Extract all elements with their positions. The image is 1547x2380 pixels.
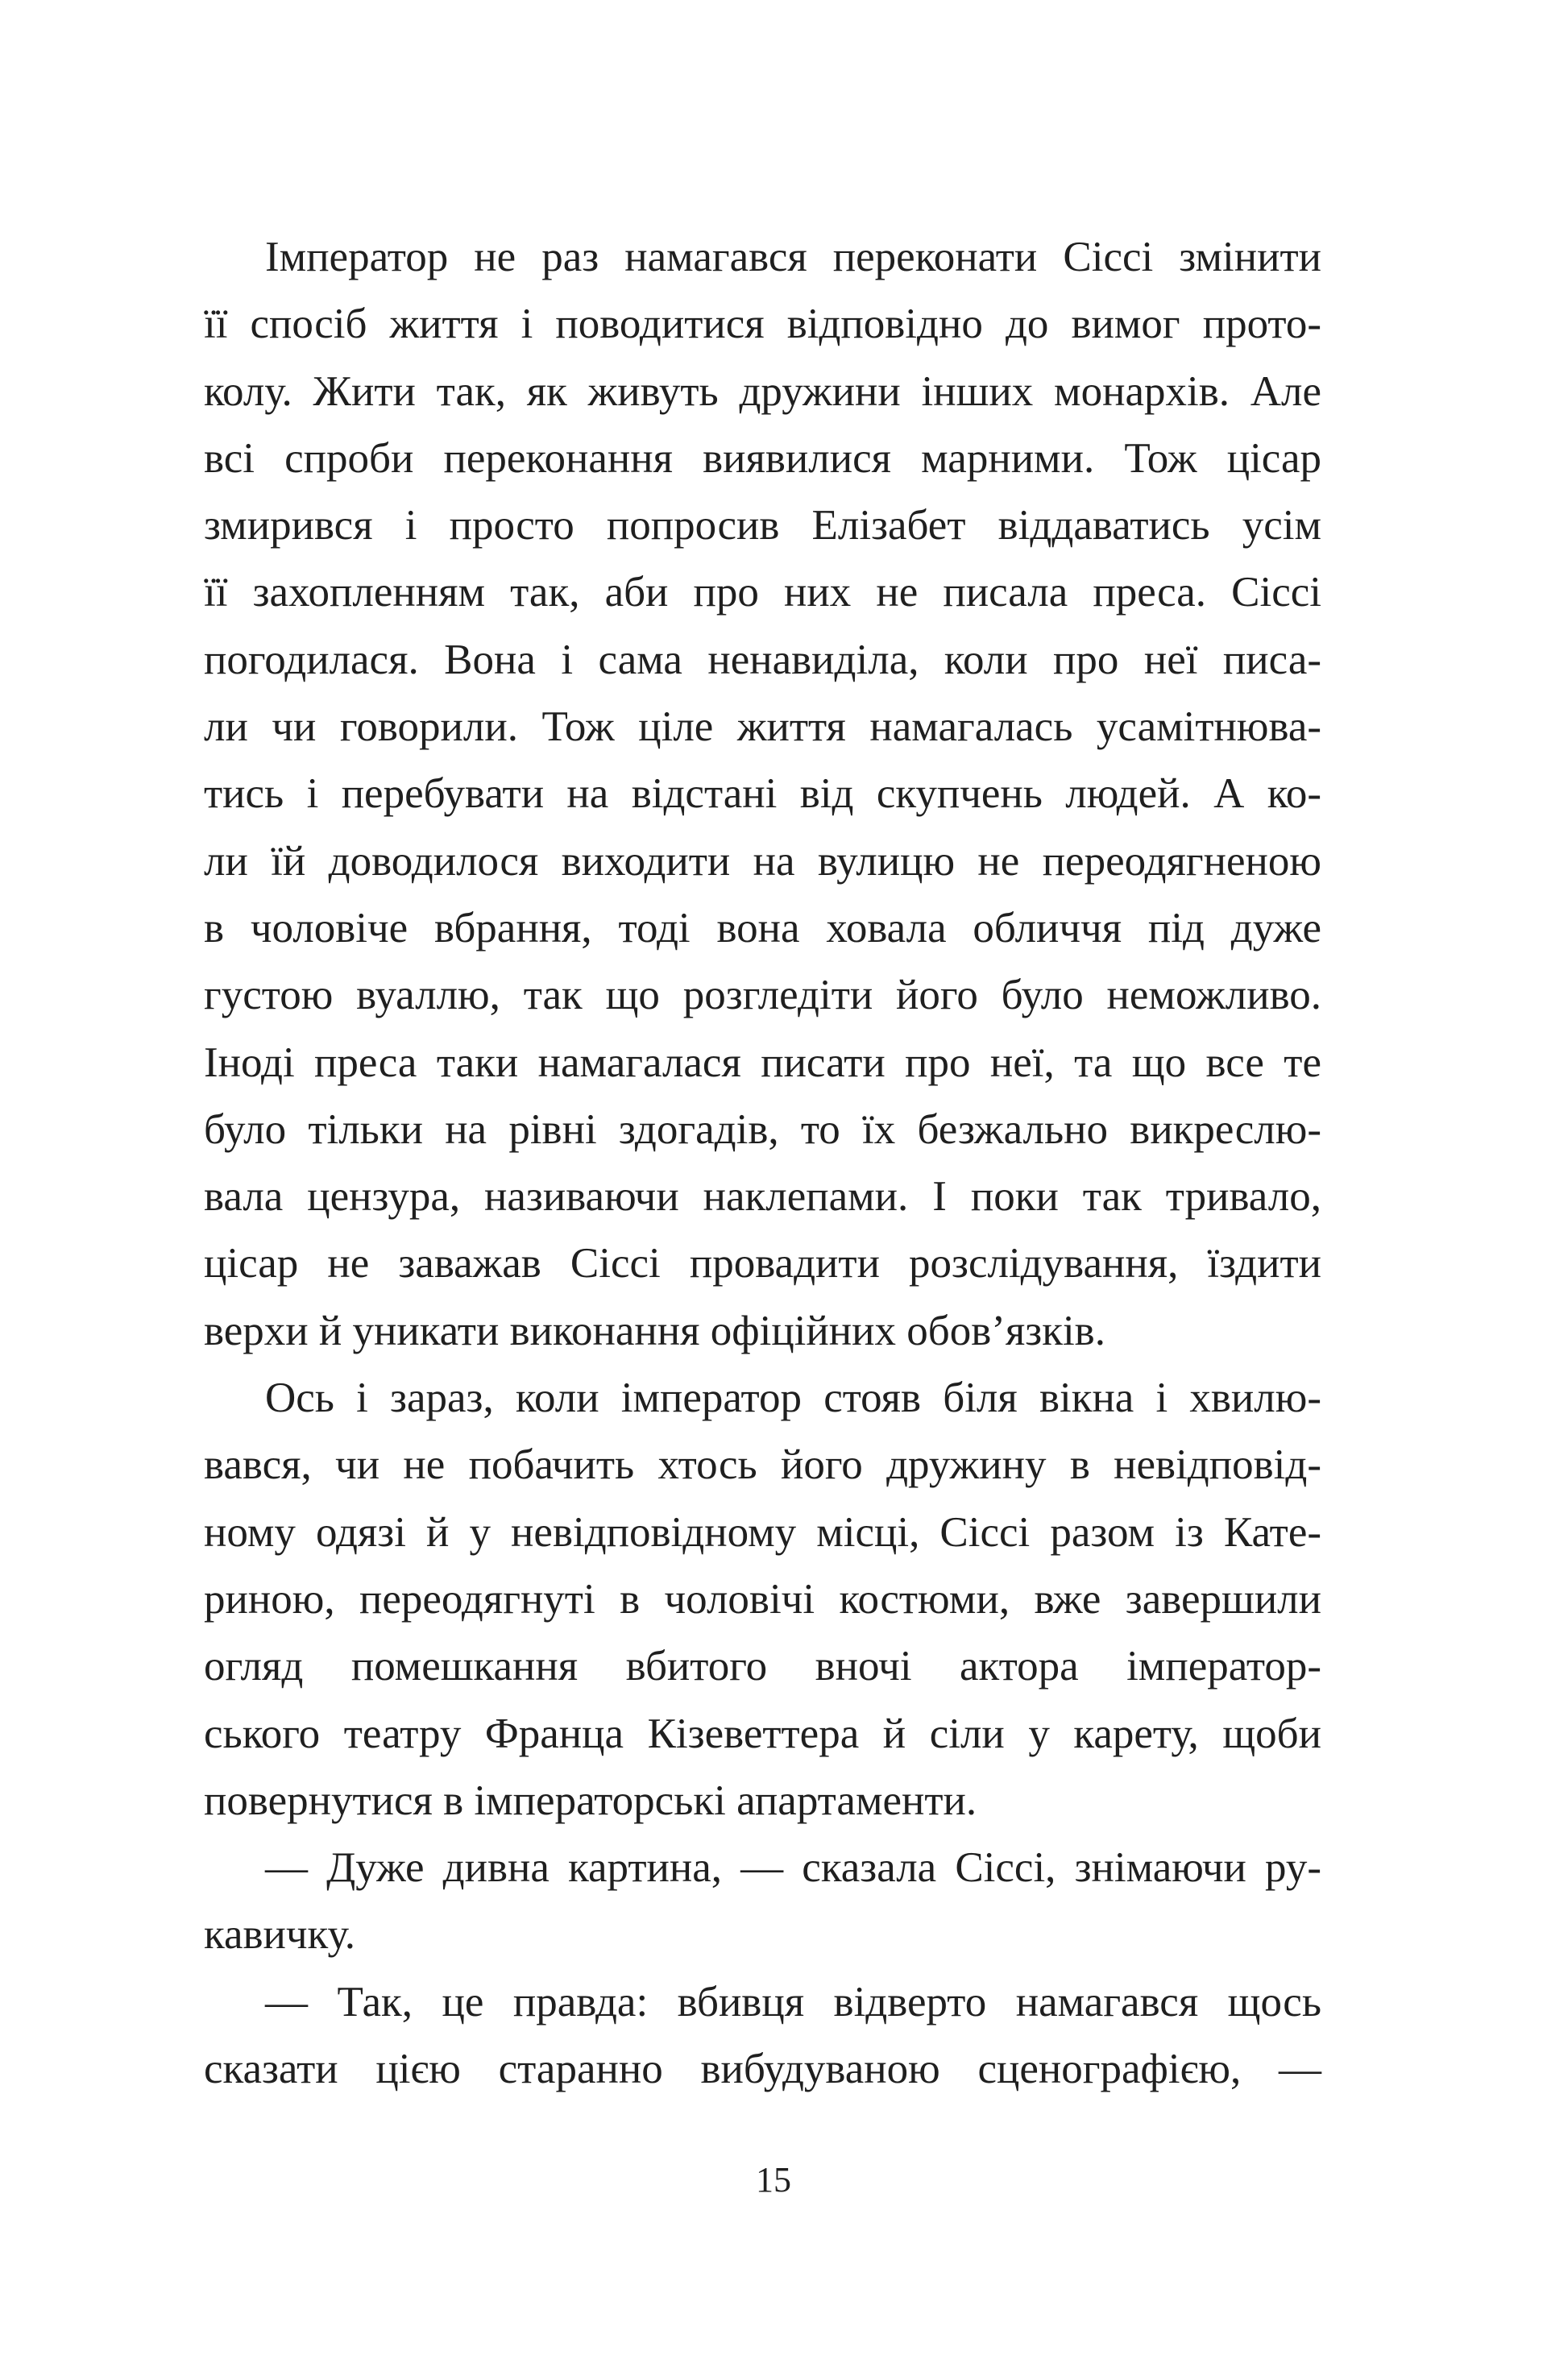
paragraph [204, 1365, 1321, 1835]
text-line: вався, чи не побачить хтось його дружину в невідповід- [204, 1441, 1321, 1489]
text-line: вала цензура, називаючи наклепами. І поки так тривало, [204, 1173, 1321, 1221]
text-line: повернутися в імператорські апартаменти. [204, 1777, 977, 1824]
text-line: Ось і зараз, коли імператор стояв біля вікна і хвилю- [265, 1375, 1321, 1422]
text-line: цісар не заважав Сіссі провадити розслідування, їздити [204, 1240, 1321, 1287]
text-line: змирився і просто попросив Елізабет віддаватись усім [204, 502, 1321, 549]
text-line: тись і перебувати на відстані від скупчень людей. А ко- [204, 770, 1321, 818]
text-line: ського театру Франца Кізеветтера й сіли у карету, щоби [204, 1710, 1321, 1757]
text-line: ли чи говорили. Тож ціле життя намагалась усамітнюва- [204, 703, 1321, 751]
text-line: густою вуаллю, так що розгледіти його було неможливо. [204, 972, 1321, 1019]
page-number: 15 [756, 2160, 791, 2200]
text-line: її спосіб життя і поводитися відповідно до вимог прото- [204, 301, 1321, 348]
paragraph [204, 1969, 1321, 2104]
text-line: її захопленням так, аби про них не писала преса. Сіссі [204, 569, 1321, 616]
text-line: риною, переодягнуті в чоловічі костюми, вже завершили [204, 1575, 1321, 1623]
text-line: в чоловіче вбрання, тоді вона ховала обличчя під дуже [204, 904, 1321, 952]
text-line: ному одязі й у невідповідному місці, Сіссі разом із Кате- [204, 1508, 1321, 1556]
text-line: сказати цією старанно вибудуваною сценографією, — [204, 2046, 1321, 2093]
text-line: — Дуже дивна картина, — сказала Сіссі, знімаючи ру- [265, 1844, 1321, 1892]
text-line: погодилася. Вона і сама ненавиділа, коли про неї писа- [204, 636, 1321, 683]
text-line: — Так, це правда: вбивця відверто намагався щось [265, 1978, 1321, 2025]
text-line: Іноді преса таки намагалася писати про неї, та що все те [204, 1039, 1321, 1086]
book-page-body-text [204, 224, 1321, 2103]
paragraph [204, 224, 1321, 1365]
text-line: ли їй доводилося виходити на вулицю не переодягненою [204, 837, 1321, 885]
text-line: всі спроби переконання виявилися марними. Тож цісар [204, 434, 1321, 482]
text-line: Імператор не раз намагався переконати Сіссі змінити [265, 234, 1321, 280]
paragraph [204, 1835, 1321, 1969]
text-line: кавичку. [204, 1911, 355, 1959]
text-line: було тільки на рівні здогадів, то їх безжально викреслю- [204, 1105, 1321, 1153]
text-line: огляд помешкання вбитого вночі актора імператор- [204, 1643, 1321, 1690]
text-line: верхи й уникати виконання офіційних обов’язків. [204, 1307, 1105, 1354]
text-line: колу. Жити так, як живуть дружини інших монархів. Але [204, 367, 1321, 415]
